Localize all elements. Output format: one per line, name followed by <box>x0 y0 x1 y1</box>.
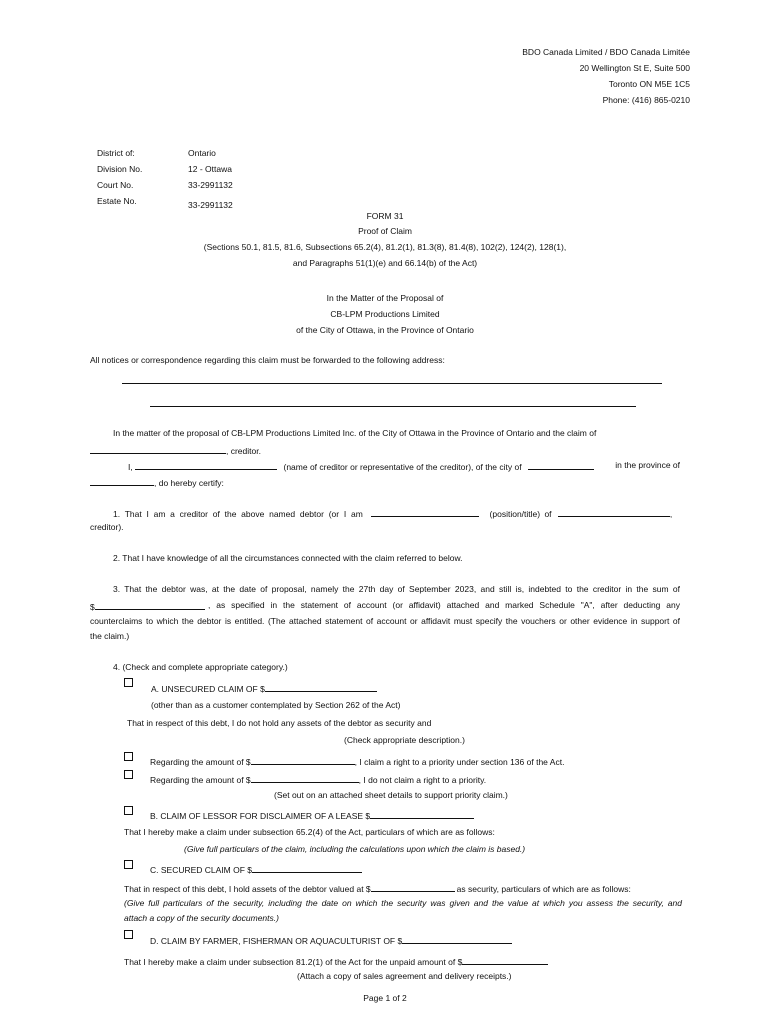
checkbox-unsecured[interactable] <box>124 678 133 687</box>
lessor-note: (Give full particulars of the claim, including the calculations upon which the claim is based.) <box>184 844 526 854</box>
checkbox-secured[interactable] <box>124 860 133 869</box>
farmer-amount-field[interactable] <box>402 934 512 944</box>
priority-amount-field[interactable] <box>251 755 355 765</box>
farmer-text: That I hereby make a claim under subsection 81.2(1) of the Act for the unpaid amount of $ <box>124 955 548 967</box>
form-paragraphs: and Paragraphs 51(1)(e) and 66.14(b) of the Act) <box>292 258 478 268</box>
address-line-2[interactable] <box>150 406 636 407</box>
page-number: Page 1 of 2 <box>363 993 407 1003</box>
form-sections: (Sections 50.1, 81.5, 81.6, Subsections 65.2(4), 81.2(1), 81.3(8), 81.4(8), 102(2), 124(2), 128(1), <box>203 242 567 252</box>
division-value: 12 - Ottawa <box>188 164 232 174</box>
clause-1-end: creditor). <box>90 522 124 532</box>
checkbox-no-priority[interactable] <box>124 770 133 779</box>
priority-option: Regarding the amount of $ , I claim a right to a priority under section 136 of the Act. <box>150 757 565 767</box>
unsecured-note: (other than as a customer contemplated by Section 262 of the Act) <box>151 700 401 710</box>
clause-2: 2. That I have knowledge of all the circumstances connected with the claim referred to below. <box>113 553 463 563</box>
no-priority-option: Regarding the amount of $ , I do not claim a right to a priority. <box>150 775 487 785</box>
matter-line-1: In the Matter of the Proposal of <box>326 293 444 303</box>
clause-4-heading: 4. (Check and complete appropriate category.) <box>113 662 288 672</box>
unsecured-text: That in respect of this debt, I do not hold any assets of the debtor as security and <box>127 718 432 728</box>
division-label: Division No. <box>97 164 143 174</box>
lessor-claim: B. CLAIM OF LESSOR FOR DISCLAIMER OF A LEASE $ <box>150 809 474 821</box>
clause-3-line-2: $ , as specified in the statement of account (or affidavit) attached and marked Schedule "A", after deducting any <box>90 600 680 612</box>
security-value-field[interactable] <box>371 882 455 892</box>
farmer-note: (Attach a copy of sales agreement and delivery receipts.) <box>297 971 512 981</box>
check-description: (Check appropriate description.) <box>344 735 465 745</box>
estate-label: Estate No. <box>97 196 137 206</box>
notices-text: All notices or correspondence regarding this claim must be forwarded to the following address: <box>90 355 445 365</box>
secured-note-1: (Give full particulars of the security, including the date on which the security was given and the value at which you assess the security, and <box>124 898 682 908</box>
intro-line-4: , do hereby certify: <box>90 476 224 488</box>
court-label: Court No. <box>97 180 134 190</box>
matter-location: of the City of Ottawa, in the Province of Ontario <box>296 325 474 335</box>
district-value: Ontario <box>188 148 216 158</box>
creditor-company-field[interactable] <box>558 507 670 517</box>
trustee-city: Toronto ON M5E 1C5 <box>608 79 690 89</box>
province-field[interactable] <box>90 476 154 486</box>
address-line-1[interactable] <box>122 383 662 384</box>
form-title: FORM 31 <box>366 211 404 221</box>
secured-claim: C. SECURED CLAIM OF $ <box>150 863 362 875</box>
court-value: 33-2991132 <box>188 180 233 190</box>
matter-debtor: CB-LPM Productions Limited <box>330 309 440 319</box>
secured-text: That in respect of this debt, I hold assets of the debtor valued at $ as security, particulars of which are as follows: <box>124 884 631 894</box>
claim-sum-field[interactable] <box>95 600 205 610</box>
unsecured-claim: A. UNSECURED CLAIM OF $ <box>151 682 377 694</box>
lessor-text: That I hereby make a claim under subsection 65.2(4) of the Act, particulars of which are as follows: <box>124 827 495 837</box>
secured-note-2: attach a copy of the security documents.) <box>124 913 279 923</box>
clause-3-line-3: counterclaims to which the debtor is entitled. (The attached statement of account or affidavit must specify the vouchers or other evidence in support of <box>90 616 680 626</box>
secured-amount-field[interactable] <box>252 863 362 873</box>
trustee-street: 20 Wellington St E, Suite 500 <box>579 63 690 73</box>
clause-1: 1. That I am a creditor of the above named debtor (or I am (position/title) of , <box>113 509 673 519</box>
trustee-phone: Phone: (416) 865-0210 <box>602 95 690 105</box>
unsecured-amount-field[interactable] <box>265 682 377 692</box>
position-title-field[interactable] <box>371 507 479 517</box>
district-label: District of: <box>97 148 135 158</box>
checkbox-lessor[interactable] <box>124 806 133 815</box>
checkbox-priority[interactable] <box>124 752 133 761</box>
priority-note: (Set out on an attached sheet details to support priority claim.) <box>274 790 508 800</box>
creditor-name-field[interactable] <box>90 444 226 454</box>
checkbox-farmer[interactable] <box>124 930 133 939</box>
representative-name-field[interactable] <box>135 460 277 470</box>
form-subtitle: Proof of Claim <box>358 226 412 236</box>
clause-3-line-4: the claim.) <box>90 631 130 641</box>
intro-line-2: , creditor. <box>90 444 261 456</box>
unpaid-amount-field[interactable] <box>462 955 548 965</box>
intro-line-3: I, (name of creditor or representative of the creditor), of the city of in the province of <box>128 460 680 472</box>
no-priority-amount-field[interactable] <box>251 773 359 783</box>
lessor-amount-field[interactable] <box>370 809 474 819</box>
clause-3-line-1: 3. That the debtor was, at the date of proposal, namely the 27th day of September 2023, and still is, indebted to the creditor in the sum of <box>113 584 680 594</box>
estate-value: 33-2991132 <box>188 200 233 210</box>
trustee-name: BDO Canada Limited / BDO Canada Limitée <box>522 47 690 57</box>
city-field[interactable] <box>528 460 594 470</box>
farmer-claim: D. CLAIM BY FARMER, FISHERMAN OR AQUACULTURIST OF $ <box>150 934 512 946</box>
intro-line-1: In the matter of the proposal of CB-LPM Productions Limited Inc. of the City of Ottawa in the Province of Ontario and the claim of <box>113 428 597 438</box>
